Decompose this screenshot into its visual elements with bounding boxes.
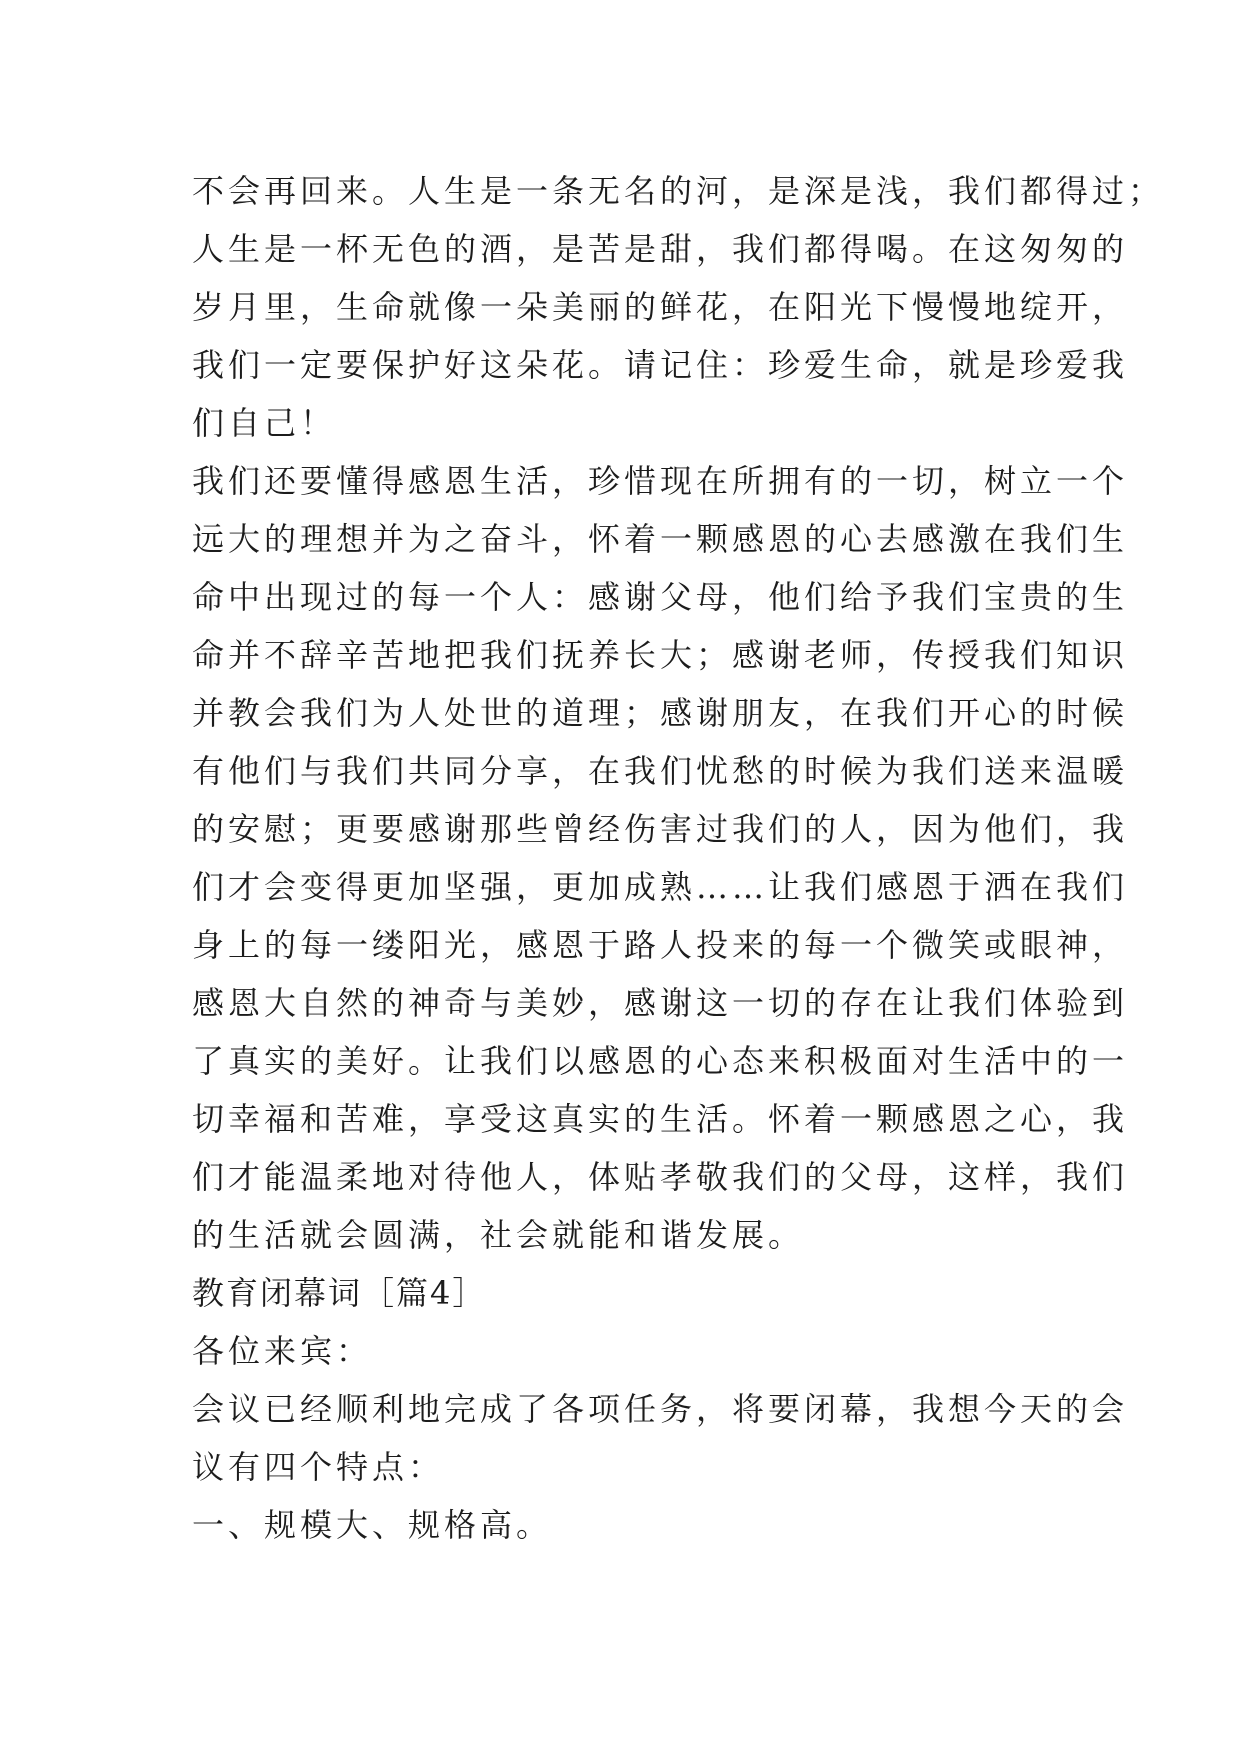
text-line: 身上的每一缕阳光，感恩于路人投来的每一个微笑或眼神， <box>192 926 1129 964</box>
text-line: 不会再回来。人生是一条无名的河，是深是浅，我们都得过； <box>192 172 1165 210</box>
text-line: 们才能温柔地对待他人，体贴孝敬我们的父母，这样，我们 <box>192 1158 1129 1196</box>
paragraph-cherish-life <box>192 162 1165 452</box>
text-line: 议有四个特点： <box>192 1448 445 1486</box>
salutation: 各位来宾： <box>192 1332 373 1370</box>
paragraph-gratitude <box>192 452 1129 1264</box>
text-line: 我们一定要保护好这朵花。请记住：珍爱生命，就是珍爱我 <box>192 346 1129 384</box>
text-line: 远大的理想并为之奋斗，怀着一颗感恩的心去感激在我们生 <box>192 520 1129 558</box>
text-line: 了真实的美好。让我们以感恩的心态来积极面对生活中的一 <box>192 1042 1129 1080</box>
text-line: 们才会变得更加坚强，更加成熟……让我们感恩于洒在我们 <box>192 868 1129 906</box>
text-line: 人生是一杯无色的酒，是苦是甜，我们都得喝。在这匆匆的 <box>192 230 1129 268</box>
text-line: 命并不辞辛苦地把我们抚养长大；感谢老师，传授我们知识 <box>192 636 1129 674</box>
text-line: 的生活就会圆满，社会就能和谐发展。 <box>192 1216 805 1254</box>
text-line: 岁月里，生命就像一朵美丽的鲜花，在阳光下慢慢地绽开， <box>192 288 1129 326</box>
text-line: 们自己！ <box>192 404 337 442</box>
section-heading: 教育闭幕词［篇4］ <box>192 1274 487 1312</box>
text-line: 会议已经顺利地完成了各项任务，将要闭幕，我想今天的会 <box>192 1390 1129 1428</box>
document-body <box>192 162 1165 1554</box>
text-line: 感恩大自然的神奇与美妙，感谢这一切的存在让我们体验到 <box>192 984 1129 1022</box>
text-line: 切幸福和苦难，享受这真实的生活。怀着一颗感恩之心，我 <box>192 1100 1129 1138</box>
text-line: 命中出现过的每一个人：感谢父母，他们给予我们宝贵的生 <box>192 578 1129 616</box>
text-line: 的安慰；更要感谢那些曾经伤害过我们的人，因为他们，我 <box>192 810 1129 848</box>
text-line: 并教会我们为人处世的道理；感谢朋友，在我们开心的时候 <box>192 694 1129 732</box>
text-line: 有他们与我们共同分享，在我们忧愁的时候为我们送来温暖 <box>192 752 1129 790</box>
text-line: 我们还要懂得感恩生活，珍惜现在所拥有的一切，树立一个 <box>192 462 1129 500</box>
list-item: 一、规模大、规格高。 <box>192 1506 553 1544</box>
paragraph-meeting-features <box>192 1380 1129 1496</box>
